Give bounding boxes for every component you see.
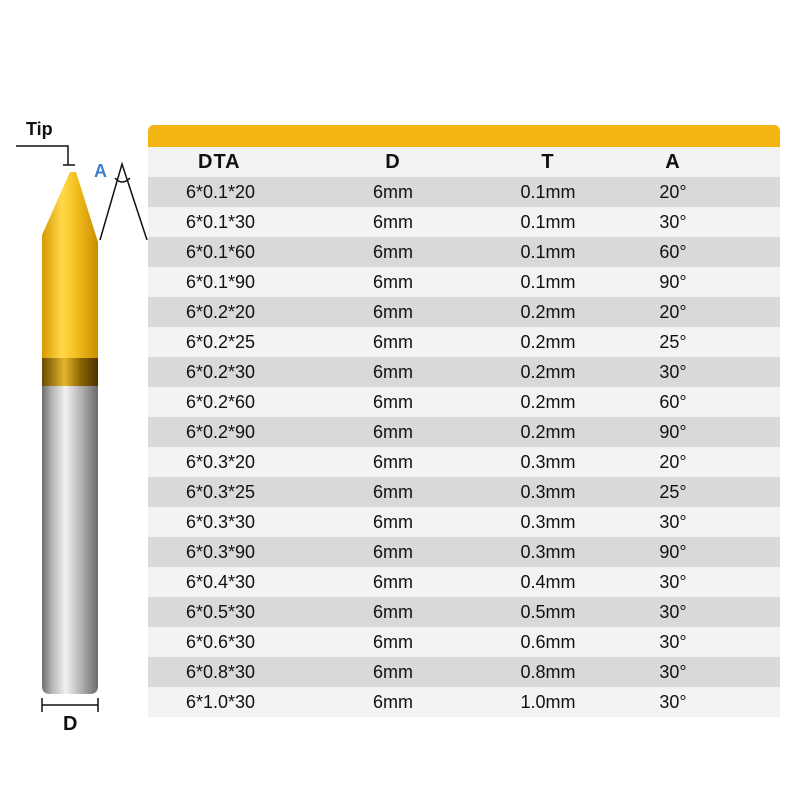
table-row [148,447,780,477]
cell-a: 20° [659,181,687,202]
cell-a: 30° [659,361,687,382]
angle-label: A [94,161,107,181]
cell-d: 6mm [373,271,413,292]
cell-dta: 6*0.3*25 [186,481,256,502]
table-header [148,147,780,177]
tip-label: Tip [26,119,53,139]
header-dta: DTA [198,150,241,173]
cell-dta: 6*0.6*30 [186,631,256,652]
cell-a: 30° [659,601,687,622]
cell-a: 60° [659,241,687,262]
cell-a: 90° [659,271,687,292]
cell-a: 30° [659,211,687,232]
table-row [148,267,780,297]
cell-dta: 6*0.5*30 [186,601,256,622]
cell-t: 0.2mm [520,391,576,412]
cell-dta: 6*0.2*20 [186,301,256,322]
cell-dta: 6*0.3*20 [186,451,256,472]
cell-t: 1.0mm [520,691,576,712]
cell-a: 30° [659,571,687,592]
table-row [148,387,780,417]
cell-d: 6mm [373,241,413,262]
engraving-bit-diagram [0,0,150,800]
cell-t: 0.3mm [520,541,576,562]
cell-t: 0.4mm [520,571,576,592]
cell-dta: 6*1.0*30 [186,691,256,712]
cell-a: 20° [659,451,687,472]
cell-d: 6mm [373,481,413,502]
cell-d: 6mm [373,421,413,442]
coating-band [42,358,98,386]
cell-dta: 6*0.2*25 [186,331,256,352]
table-row [148,357,780,387]
table-row [148,597,780,627]
table-row [148,567,780,597]
cell-d: 6mm [373,181,413,202]
cell-a: 25° [659,331,687,352]
table-row [148,297,780,327]
table-row [148,507,780,537]
diameter-label: D [63,713,78,735]
cell-d: 6mm [373,211,413,232]
cell-d: 6mm [373,601,413,622]
cell-d: 6mm [373,451,413,472]
table-row [148,687,780,717]
cell-t: 0.1mm [520,241,576,262]
cell-t: 0.3mm [520,511,576,532]
table-row [148,327,780,357]
table-row [148,417,780,447]
table-row [148,237,780,267]
angle-lines [100,164,147,240]
table-top-bar [148,125,780,147]
tip-leader-line [16,146,68,165]
cell-t: 0.8mm [520,661,576,682]
cell-t: 0.2mm [520,331,576,352]
cell-a: 90° [659,541,687,562]
cell-t: 0.5mm [520,601,576,622]
cell-dta: 6*0.8*30 [186,661,256,682]
cell-t: 0.1mm [520,271,576,292]
cell-a: 20° [659,301,687,322]
cell-d: 6mm [373,571,413,592]
cell-a: 30° [659,631,687,652]
cell-t: 0.3mm [520,451,576,472]
cell-t: 0.6mm [520,631,576,652]
cell-d: 6mm [373,511,413,532]
cell-d: 6mm [373,331,413,352]
cell-d: 6mm [373,631,413,652]
cell-t: 0.2mm [520,421,576,442]
table-row [148,177,780,207]
header-a: A [665,150,681,173]
cell-a: 90° [659,421,687,442]
cell-a: 60° [659,391,687,412]
cell-d: 6mm [373,391,413,412]
cell-a: 30° [659,511,687,532]
cell-a: 25° [659,481,687,502]
cell-dta: 6*0.3*90 [186,541,256,562]
table-row [148,627,780,657]
shank [42,386,98,694]
cell-dta: 6*0.1*90 [186,271,256,292]
cell-dta: 6*0.2*60 [186,391,256,412]
cell-dta: 6*0.2*90 [186,421,256,442]
cell-dta: 6*0.1*20 [186,181,256,202]
table-body [148,177,780,717]
cell-a: 30° [659,661,687,682]
cell-t: 0.2mm [520,301,576,322]
cell-dta: 6*0.1*30 [186,211,256,232]
header-d: D [385,150,401,173]
cell-t: 0.2mm [520,361,576,382]
cell-dta: 6*0.2*30 [186,361,256,382]
cell-d: 6mm [373,541,413,562]
cell-t: 0.1mm [520,181,576,202]
cell-t: 0.3mm [520,481,576,502]
cell-d: 6mm [373,661,413,682]
table-row [148,537,780,567]
cutting-head [42,172,98,358]
header-t: T [541,150,555,173]
table-row [148,657,780,687]
cell-d: 6mm [373,301,413,322]
spec-table [148,125,780,717]
cell-dta: 6*0.4*30 [186,571,256,592]
cell-t: 0.1mm [520,211,576,232]
cell-dta: 6*0.3*30 [186,511,256,532]
table-row [148,477,780,507]
cell-dta: 6*0.1*60 [186,241,256,262]
table-row [148,207,780,237]
cell-d: 6mm [373,361,413,382]
cell-d: 6mm [373,691,413,712]
cell-a: 30° [659,691,687,712]
